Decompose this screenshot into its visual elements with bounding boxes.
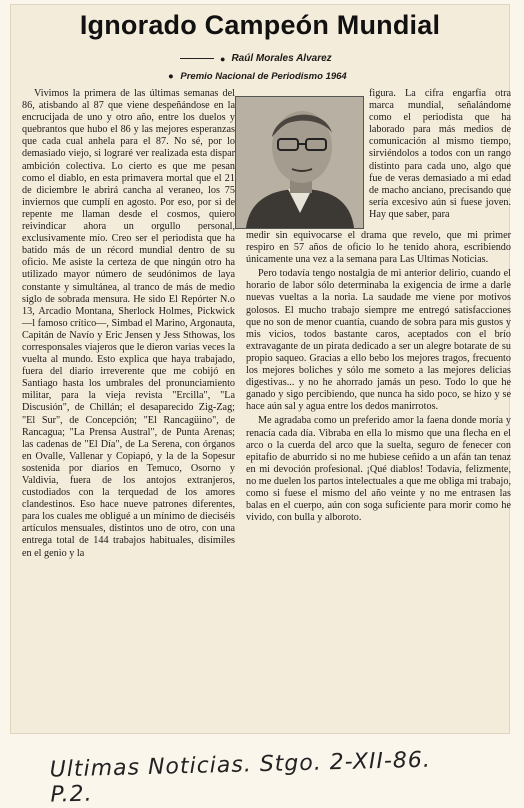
right-paragraph-3: Me agradaba como un preferido amor la faena donde moría y renacía cada día. Vibraba en ella lo mismo que una flecha en el arco o la cuerda del arco que la suelta, seguro de fenecer con epitafio de aburrido si no me hubiese ceñido a un afán tan tenaz en mi devoción profesional. ¡Qué diablos! Todavía, felizmente, no me duelen los partos intelectuales a que me obliga mi trabajo, como si fuese el mismo del año veinte y no me entrasen las balas en el cuerpo, aún con soga suficiente para morir como he vivido, con bulla y alboroto. (246, 415, 511, 524)
bullet-icon: ● (168, 71, 174, 82)
byline-rule (180, 58, 214, 59)
left-column-text: Vivimos la primera de las últimas semanas del 86, atisbando al 87 que viene despeñándose en la encrucijada de uno y otro año, entre los duelos y quebrantos que hubo el 86 y las mejores esperanzas que cada cual anhela para el 87. No sé, por lo demasiado viejo, si lograré ver realizada esta dispar ambición colectiva. Lo cierto es que me pesan como el diablo, en esta primavera mortal que el 21 de diciembre le abrirá cancha al veraneo, los 75 inviernos que cumplí en agosto. Por eso, por si de repente me llaman desde el cosmos, quiero reivindicar ahora un orgullo personal, exclusivamente mío. Creo ser el periodista que ha batido más de un récord mundial dentro de su oficio. Me asiste la certeza de que ningún otro ha utilizado mayor número de seudónimos de laya constante y simultánea, al tranco de más de medio siglo de sobrada mensura. He sido El Repórter N.o 13, Arcadio Montana, Sherlock Holmes, Pickwick —l famoso crítico—, Simbad el Marino, Argonauta, Capitán de Navío y Eric Jensen y Jess Sthowas, los corresponsales viajeros que le dieron varias veces la vuelta al mundo. Esto explica que haya trabajado, fuera del diario irreverente que me cobijó en Santiago hasta los umbrales del pronunciamiento militar, para la vieja revista "Ercilla", "La Discusión", de Chillán; el desaparecido Zig-Zag; "El Sur", de Concepción; "El Rancagüino", de Rancagua; "La Prensa Austral", de Punta Arenas; las cadenas de "El Día", de La Serena, con órganos en Ovalle, Vallenar y Copiapó, y la de la Sopesur sostenida por diarios en Temuco, Osorno y Valdivia, fuera de los antojos extranjeros, custodiados con la terquedad de los amores clandestinos. Eso hace nueve patrones diferentes, para los cuales me obligué a un mínimo de dieciséis artículos mensuales, distintos uno de otro, con una entrega total de 144 trabajos habituales, disímiles en el genio y la (22, 88, 235, 559)
bullet-icon: ● (220, 53, 226, 64)
byline (180, 53, 480, 64)
right-paragraph-2: Pero todavía tengo nostalgia de mi anterior delirio, cuando el horario de labor sólo determinaba la exigencia de irme a darle nuevas vueltas a la noria. La saudade me viene por motivos golosos. El mucho trabajo siempre me entregó satisfacciones que no son de menor cuantía, cuando de sobra para mis gustos y mis vicios, todos bastante caros, aceptados con el brío extravagante de un pirata dedicado a ser un alegre botarate de su propio saqueo. Gracias a ello bebo los mejores tragos, frecuento los mejores boliches y sólo me someto a las mejores delicias digestivas... y no he ahorrado jamás un peso. Todo lo que he ganado y sigo percibiendo, que nunca ha sido poco, se hizo y se hace aún sal y agua entre los dedos manirrotos. (246, 268, 511, 413)
author-portrait (235, 96, 364, 229)
award-text: Premio Nacional de Periodismo 1964 (180, 71, 347, 82)
right-top-column-text: figura. La cifra engarfia otra marca mundial, señalándome como el periodista que ha laborado para más medios de comunicación al mismo tiempo, sirviéndolos a todos con un rango distinto para cada uno, algo que fue de veras demasiado a mi edad de macho anciano, precisando que sería excesivo aún si fuese joven. Hay que saber, para (369, 88, 511, 220)
headline: Ignorado Campeón Mundial (79, 10, 441, 40)
right-top-column (369, 88, 511, 221)
portrait-illustration (236, 97, 363, 228)
right-column (246, 230, 511, 524)
handwritten-source-note: Ultimas Noticias. Stgo. 2-XII-86. P.2. (49, 747, 432, 808)
left-column (22, 88, 235, 560)
right-paragraph-1: medir sin equivocarse el drama que revelo, que mi primer respiro en 57 años de oficio lo he tenido ahora, escribiendo únicamente una vez a la semana para Las Ultimas Noticias. (246, 230, 511, 266)
newspaper-clipping (10, 4, 510, 734)
award-line (168, 71, 347, 82)
author-name: Raúl Morales Alvarez (231, 53, 332, 64)
